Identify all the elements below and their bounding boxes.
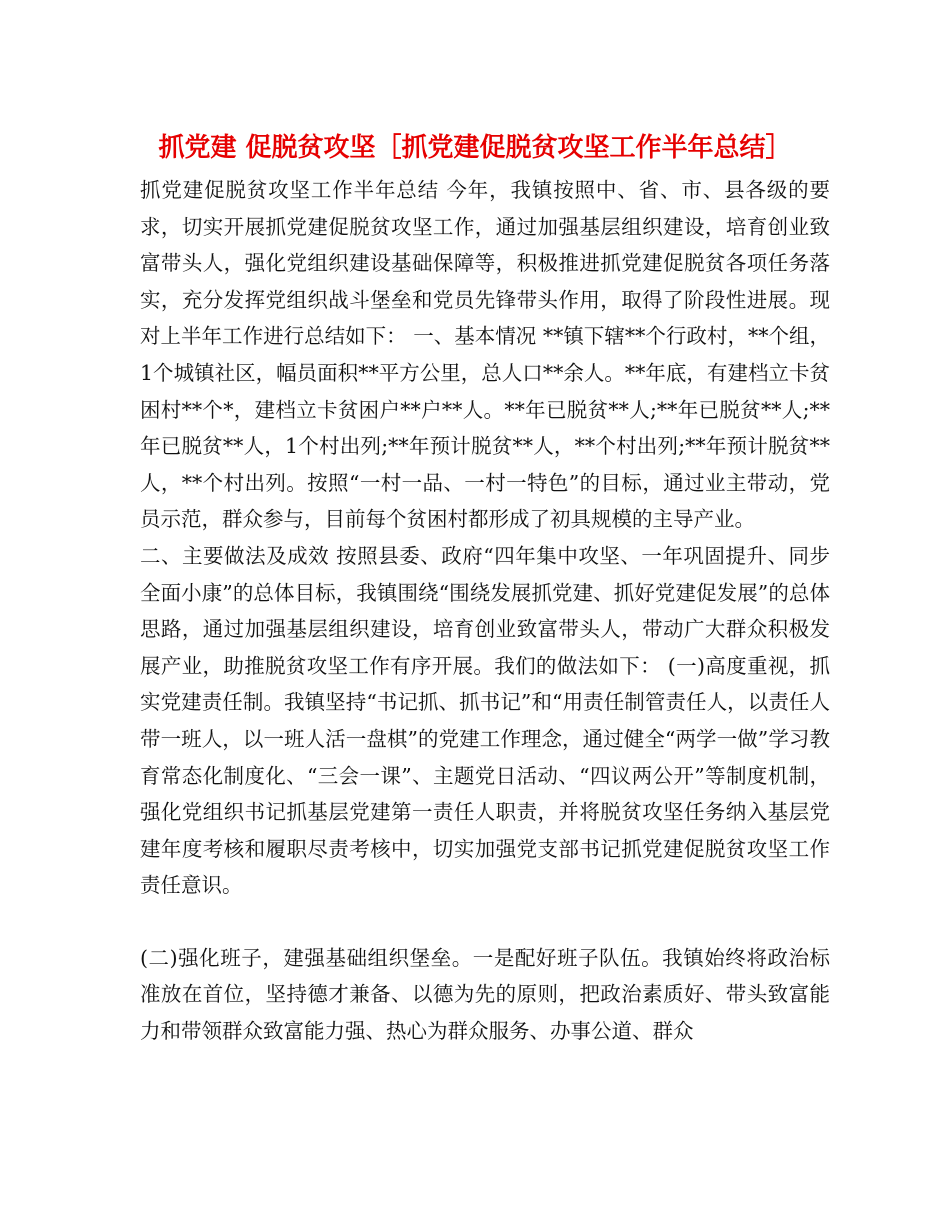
paragraph-3: (二)强化班子，建强基础组织堡垒。一是配好班子队伍。我镇始终将政治标准放在首位，坚持德才兼备、以德为先的原则，把政治素质好、带头致富能力和带领群众致富能力强、热心为群众服务、办事公道、群众 bbox=[140, 945, 830, 1044]
document-body bbox=[140, 172, 830, 1050]
paragraph-1: 抓党建促脱贫攻坚工作半年总结 今年，我镇按照中、省、市、县各级的要求，切实开展抓党建促脱贫攻坚工作，通过加强基层组织建设，培育创业致富带头人，强化党组织建设基础保障等，积极推进抓党建促脱贫各项任务落实，充分发挥党组织战斗堡垒和党员先锋带头作用，取得了阶段性进展。现对上半年工作进行总结如下： 一、基本情况 **镇下辖**个行政村，**个组，1个城镇社区，幅员面积**平方公里，总人口**余人。**年底，有建档立卡贫困村**个*，建档立卡贫困户**户**人。**年已脱贫**人;**年已脱贫**人;**年已脱贫**人，1个村出列;**年预计脱贫**人，**个村出列;**年预计脱贫**人，**个村出列。按照“一村一品、一村一特色”的目标，通过业主带动，党员示范，群众参与，目前每个贫困村都形成了初具规模的主导产业。 bbox=[140, 178, 830, 532]
paragraph-2: 二、主要做法及成效 按照县委、政府“四年集中攻坚、一年巩固提升、同步全面小康”的总体目标，我镇围绕“围绕发展抓党建、抓好党建促发展”的总体思路，通过加强基层组织建设，培育创业致富带头人，带动广大群众积极发展产业，助推脱贫攻坚工作有序开展。我们的做法如下： (一)高度重视，抓实党建责任制。我镇坚持“书记抓、抓书记”和“用责任制管责任人，以责任人带一班人，以一班人活一盘棋”的党建工作理念，通过健全“两学一做”学习教育常态化制度化、“三会一课”、主题党日活动、“四议两公开”等制度机制，强化党组织书记抓基层党建第一责任人职责，并将脱贫攻坚任务纳入基层党建年度考核和履职尽责考核中，切实加强党支部书记抓党建促脱贫攻坚工作责任意识。 bbox=[140, 543, 830, 898]
document-title: 抓党建 促脱贫攻坚［抓党建促脱贫攻坚工作半年总结］ bbox=[158, 133, 792, 163]
